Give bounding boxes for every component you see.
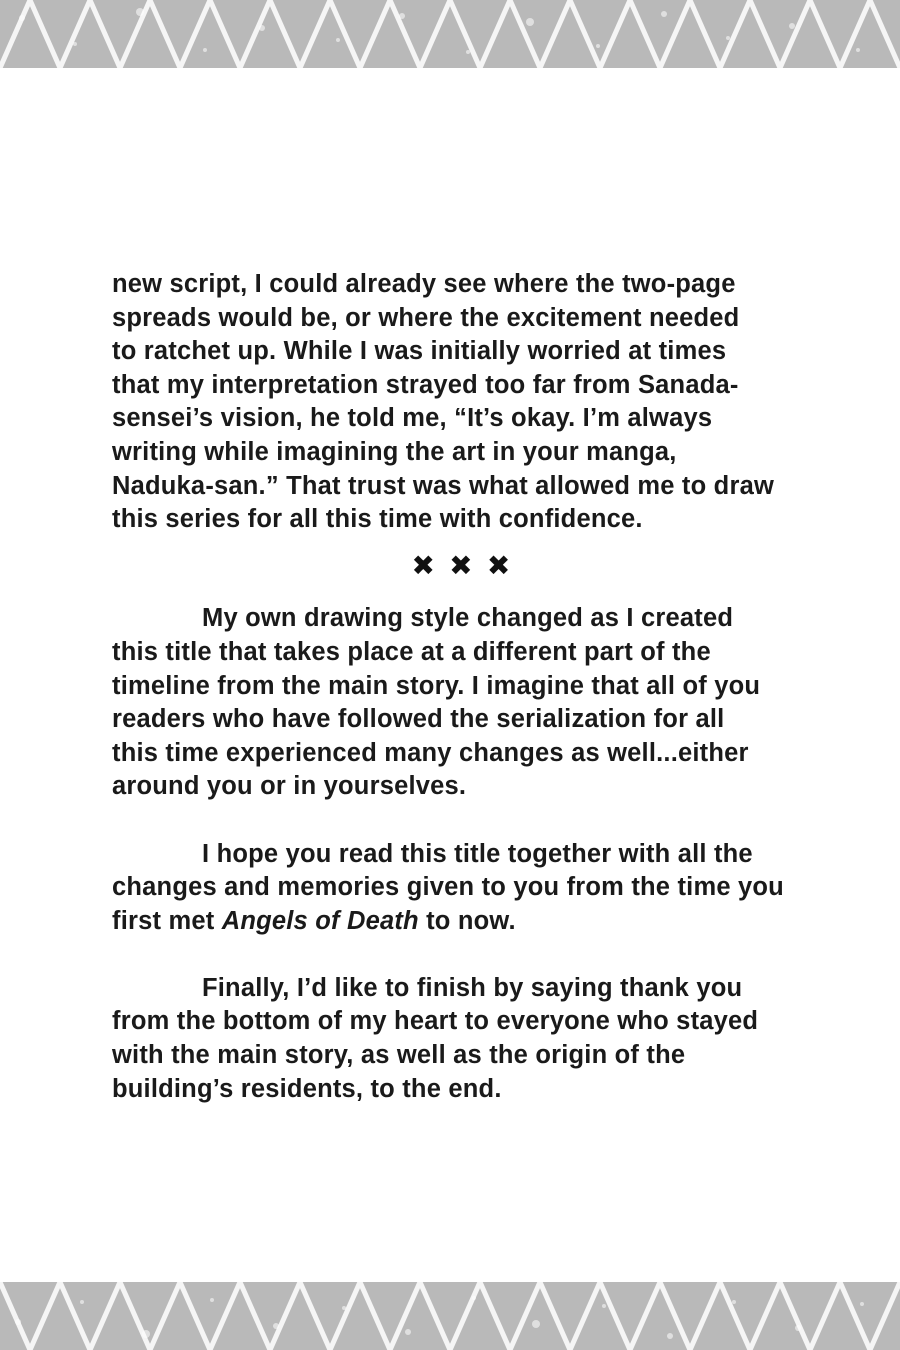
- afterword-text: [112, 268, 802, 1106]
- section-separator: [112, 549, 802, 583]
- paragraph-line: to ratchet up. While I was initially worried at times: [112, 337, 727, 366]
- paragraph-line: sensei’s vision, he told me, “It’s okay. I’m always: [112, 404, 713, 433]
- text-run: to now.: [418, 906, 516, 935]
- paragraph-line: new script, I could already see where the two-page: [112, 270, 736, 298]
- paragraph-4: [112, 972, 802, 1106]
- text-run: first met: [112, 906, 222, 935]
- paragraph-line: Naduka-san.” That trust was what allowed me to draw: [112, 471, 774, 500]
- series-title: Angels of Death: [221, 906, 419, 935]
- paragraph-2: [112, 602, 802, 804]
- paragraph-gap: [112, 804, 802, 838]
- paragraph-line: writing while imagining the art in your manga,: [112, 437, 677, 466]
- paragraph-line: from the bottom of my heart to everyone who stayed: [112, 1007, 759, 1036]
- paragraph-line: changes and memories given to you from the time you: [112, 873, 784, 902]
- cross-icon: ✖: [486, 549, 511, 581]
- paragraph-3: [112, 838, 802, 939]
- paragraph-1: [112, 268, 802, 537]
- zigzag-pattern-top: [0, 0, 900, 68]
- paragraph-line: building’s residents, to the end.: [112, 1074, 502, 1103]
- paragraph-line: My own drawing style changed as I created: [202, 604, 734, 633]
- top-decorative-band: [0, 0, 900, 68]
- zigzag-pattern-bottom: [0, 1282, 900, 1350]
- cross-icon: ✖: [411, 549, 436, 581]
- paragraph-line: [112, 905, 802, 939]
- bottom-decorative-band: [0, 1282, 900, 1350]
- paragraph-line: this time experienced many changes as well...either: [112, 738, 749, 767]
- paragraph-line: that my interpretation strayed too far from Sanada-: [112, 370, 739, 399]
- paragraph-line: with the main story, as well as the origin of the: [112, 1041, 686, 1070]
- paragraph-line: Finally, I’d like to finish by saying thank you: [202, 973, 743, 1002]
- paragraph-gap: [112, 938, 802, 972]
- paragraph-line: spreads would be, or where the excitement needed: [112, 303, 740, 332]
- paragraph-line: readers who have followed the serialization for all: [112, 705, 725, 734]
- paragraph-line: timeline from the main story. I imagine that all of you: [112, 671, 761, 700]
- paragraph-line: I hope you read this title together with all the: [202, 839, 753, 868]
- cross-icon: ✖: [449, 549, 473, 581]
- paragraph-line: around you or in yourselves.: [112, 772, 467, 801]
- paragraph-line: this series for all this time with confidence.: [112, 505, 643, 534]
- paragraph-line: this title that takes place at a different part of the: [112, 637, 711, 666]
